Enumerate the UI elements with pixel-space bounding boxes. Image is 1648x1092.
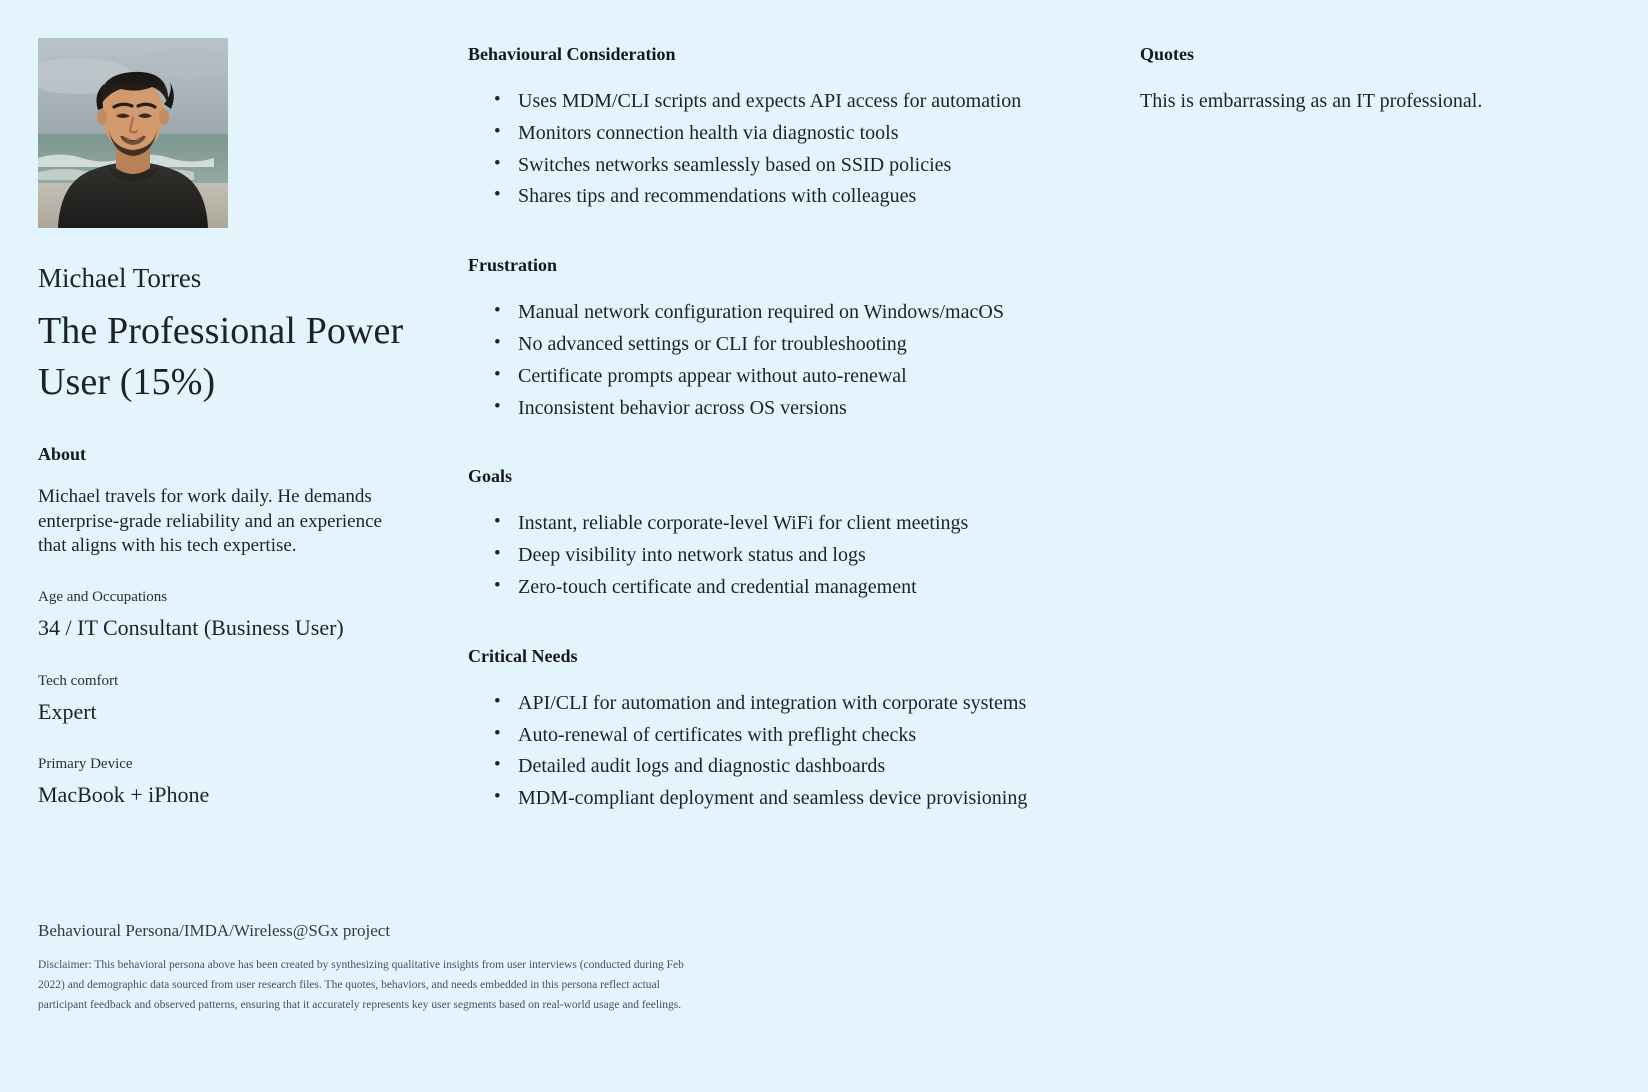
section-quotes [1140, 44, 1570, 116]
footer [38, 920, 718, 1015]
details-column [468, 38, 1088, 857]
field-primary-device [38, 755, 428, 809]
about-heading: About [38, 444, 87, 465]
list-item: • Auto-renewal of certificates with preflight checks [494, 721, 1088, 750]
footer-disclaimer: Disclaimer: This behavioral persona above has been created by synthesizing qualitative insights from user interviews (conducted during Feb 2022) and demographic data sourced from user research files. The quotes, behaviors, and needs embedded in this persona reflect actual participant feedback and observed patterns, ensuring that it accurately represents key user segments based on real-world usage and feelings. [38, 959, 684, 1011]
list-item: • Certificate prompts appear without auto-renewal [494, 362, 1088, 391]
section-heading: Critical Needs [468, 645, 578, 666]
list-item: • Switches networks seamlessly based on SSID policies [494, 151, 1088, 180]
list-item: • MDM-compliant deployment and seamless device provisioning [494, 784, 1088, 813]
list-item: • Manual network configuration required on Windows/macOS [494, 298, 1088, 327]
field-label: Primary Device [38, 756, 133, 773]
field-value: 34 / IT Consultant (Business User) [38, 615, 344, 641]
section-behavioural-consideration [468, 44, 1088, 211]
field-value: MacBook + iPhone [38, 782, 210, 808]
list-item: • Shares tips and recommendations with colleagues [494, 182, 1088, 211]
list-item: • Instant, reliable corporate-level WiFi for client meetings [494, 509, 1088, 538]
field-label: Age and Occupations [38, 589, 168, 606]
bullet-list [468, 87, 1088, 211]
field-value: Expert [38, 698, 97, 724]
list-item: • No advanced settings or CLI for troubleshooting [494, 330, 1088, 359]
list-item: • Detailed audit logs and diagnostic dashboards [494, 752, 1088, 781]
section-heading: Behavioural Consideration [468, 44, 676, 64]
list-item: • Uses MDM/CLI scripts and expects API access for automation [494, 87, 1088, 116]
bullet-list [468, 298, 1088, 422]
avatar [38, 38, 228, 228]
list-item: • Zero-touch certificate and credential management [494, 573, 1088, 602]
section-goals [468, 466, 1088, 601]
list-item: • API/CLI for automation and integration with corporate systems [494, 689, 1088, 718]
footer-title: Behavioural Persona/IMDA/Wireless@SGx project [38, 921, 391, 940]
section-heading: Frustration [468, 255, 557, 276]
section-heading: Goals [468, 466, 513, 487]
quote-item: This is embarrassing as an IT professional. [1140, 90, 1483, 112]
bullet-list [468, 689, 1088, 813]
page-title: The Professional Power User (15%) [38, 309, 404, 404]
quotes-column [1140, 38, 1570, 160]
section-frustration [468, 255, 1088, 422]
person-name: Michael Torres [38, 263, 202, 293]
about-text: Michael travels for work daily. He demands enterprise-grade reliability and an experience that aligns with his tech expertise. [38, 486, 382, 556]
list-item: • Deep visibility into network status and logs [494, 541, 1088, 570]
section-heading: Quotes [1140, 44, 1194, 64]
profile-column [38, 38, 428, 809]
field-age-and-occupations [38, 588, 428, 642]
list-item: • Inconsistent behavior across OS versions [494, 394, 1088, 423]
bullet-list [468, 509, 1088, 601]
list-item: • Monitors connection health via diagnostic tools [494, 119, 1088, 148]
field-tech-comfort [38, 672, 428, 726]
portrait-photo-icon [38, 38, 228, 228]
section-critical-needs [468, 646, 1088, 813]
field-label: Tech comfort [38, 672, 119, 689]
